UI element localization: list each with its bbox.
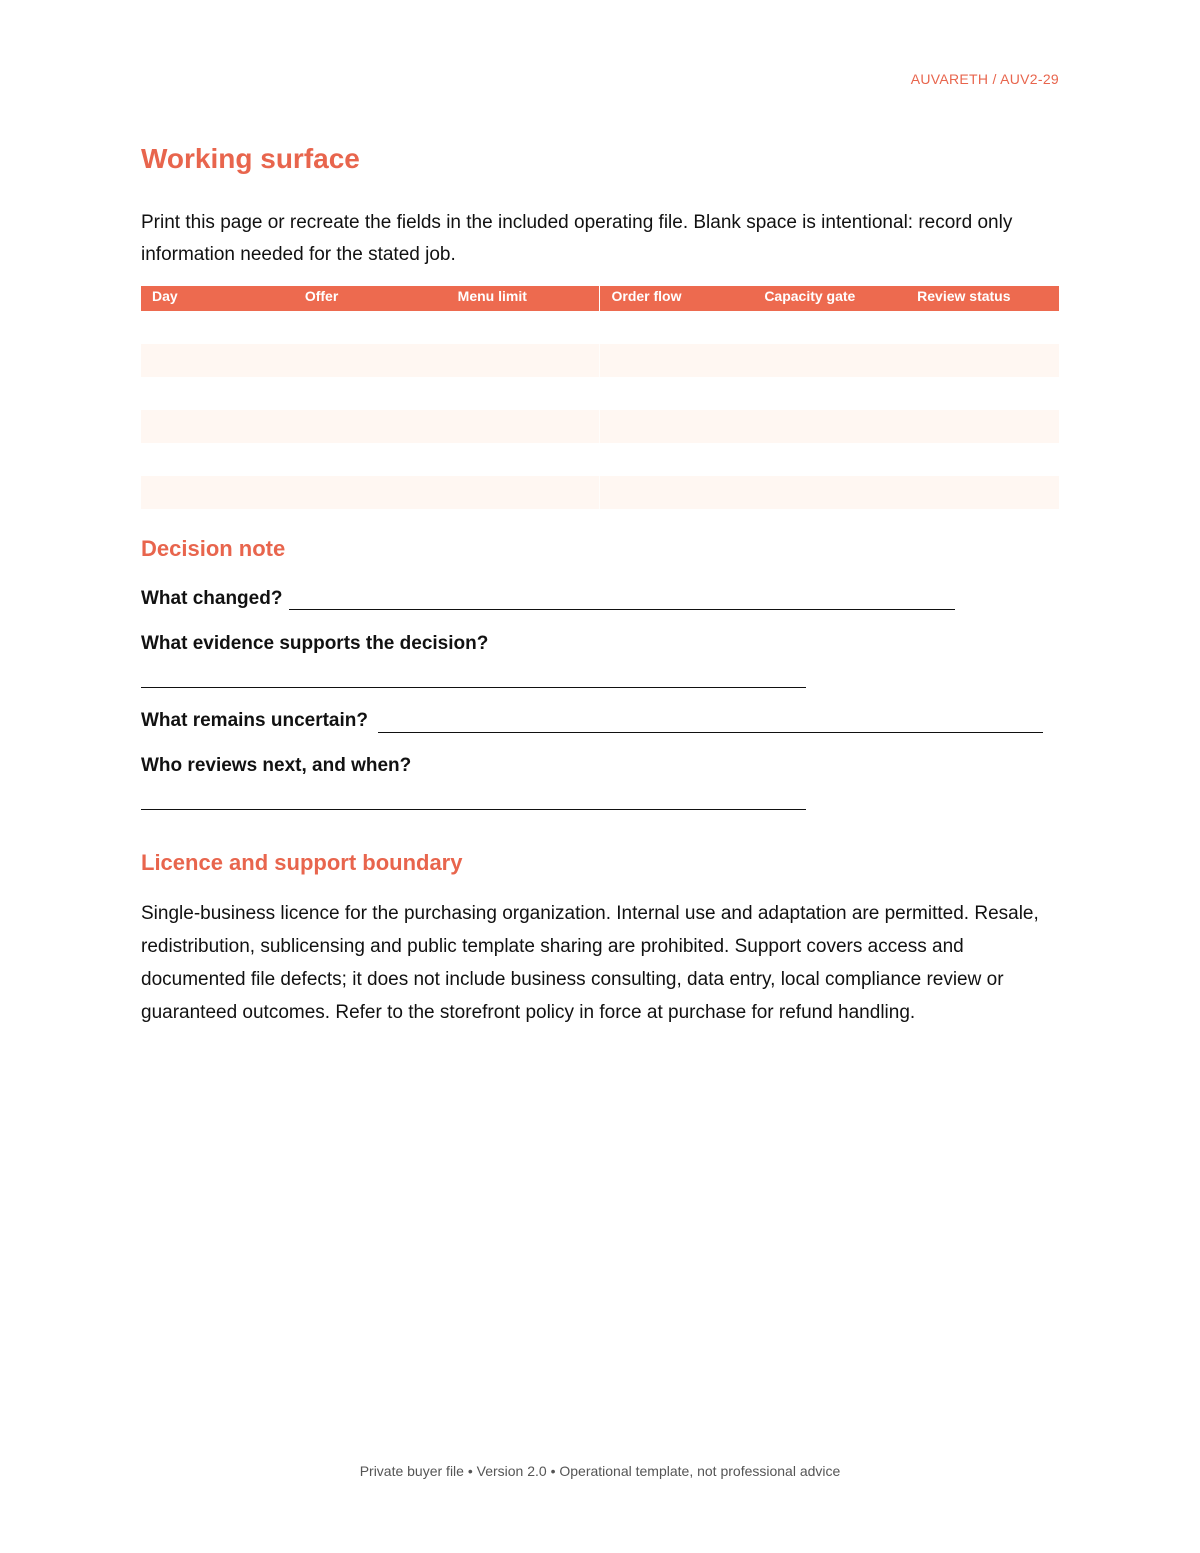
document-reference: AUVARETH / AUV2-29	[910, 71, 1059, 87]
answer-line-evidence[interactable]	[141, 687, 806, 688]
answer-line-uncertain[interactable]	[378, 732, 1043, 733]
licence-body: Single-business licence for the purchasing organization. Internal use and adaptation are permitted. Resale, redistribution, sublicensing and public template sharing are prohibited. Support covers access and documented file defects; it does not include business consulting, data entry, local compliance review or guaranteed outcomes. Refer to the storefront policy in force at purchase for refund handling.	[141, 903, 1039, 1023]
question-who-reviews: Who reviews next, and when?	[141, 755, 412, 776]
column-header-order-flow: Order flow	[599, 286, 753, 311]
working-surface-intro: Print this page or recreate the fields in the included operating file. Blank space is intentional: record only information needed for the stated job.	[141, 212, 1013, 265]
table-row[interactable]	[141, 476, 1059, 509]
grid-header-row	[141, 286, 1059, 311]
question-what-changed: What changed?	[141, 588, 283, 609]
column-header-menu-limit: Menu limit	[457, 288, 527, 304]
table-row[interactable]	[141, 311, 1059, 344]
question-evidence: What evidence supports the decision?	[141, 633, 489, 654]
table-row[interactable]	[141, 377, 1059, 410]
table-row[interactable]	[141, 410, 1059, 443]
page-footer: Private buyer file • Version 2.0 • Operational template, not professional advice	[359, 1463, 841, 1479]
table-row[interactable]	[141, 344, 1059, 377]
answer-line-who-reviews[interactable]	[141, 809, 806, 810]
licence-title: Licence and support boundary	[141, 850, 463, 875]
working-surface-title: Working surface	[141, 143, 360, 174]
decision-note-title: Decision note	[141, 536, 286, 561]
column-header-day: Day	[152, 288, 178, 304]
table-row[interactable]	[141, 443, 1059, 476]
answer-line-what-changed[interactable]	[289, 609, 955, 610]
column-header-review-status: Review status	[917, 288, 1011, 304]
column-header-offer: Offer	[304, 288, 339, 304]
column-header-capacity-gate: Capacity gate	[764, 288, 856, 304]
question-uncertain: What remains uncertain?	[141, 710, 368, 731]
working-surface-grid	[141, 286, 1059, 509]
